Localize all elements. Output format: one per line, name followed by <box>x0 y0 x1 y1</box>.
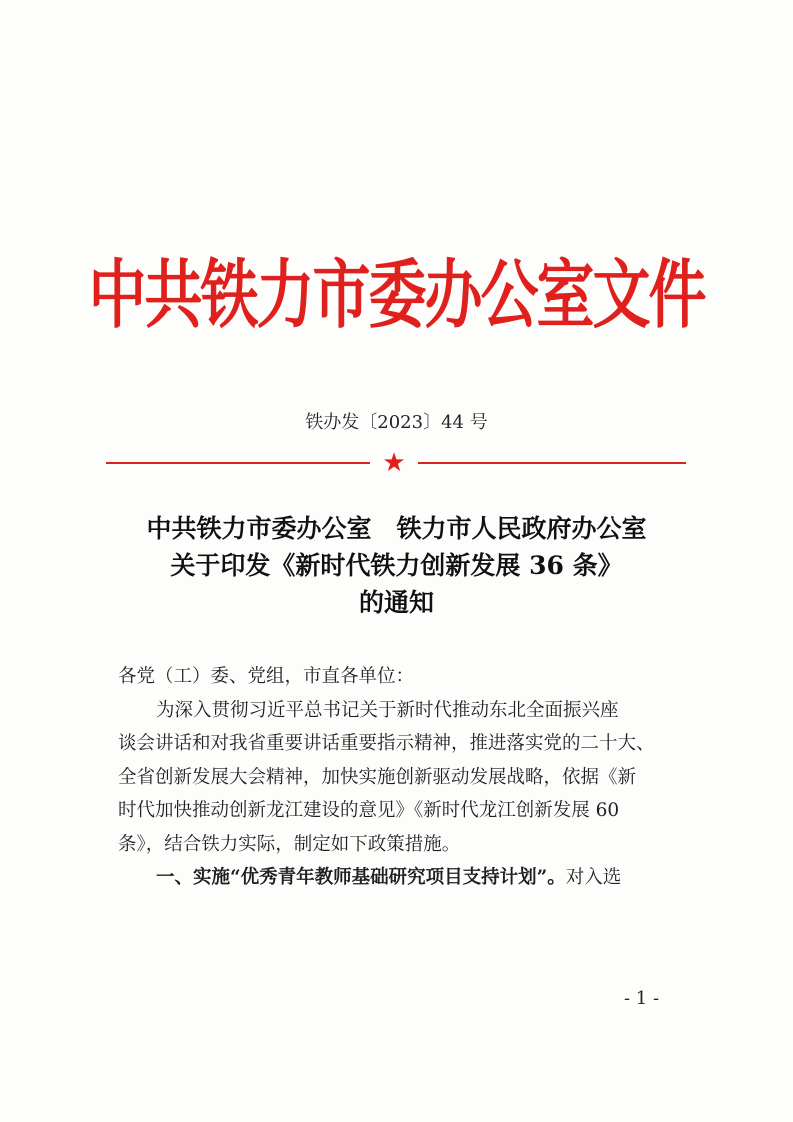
paragraph-line: 全省创新发展大会精神，加快实施创新驱动发展战略，依据《新 <box>118 766 637 788</box>
salutation: 各党（工）委、党组，市直各单位： <box>118 666 415 687</box>
document-body <box>118 660 688 895</box>
red-divider <box>106 448 686 478</box>
item-line <box>118 861 688 895</box>
title-line: 中共铁力市委办公室 铁力市人民政府办公室 <box>146 514 647 543</box>
divider-line-left <box>106 462 370 464</box>
paragraph-line: 谈会讲话和对我省重要讲话重要指示精神，推进落实党的二十大、 <box>118 733 655 754</box>
paragraph-line: 为深入贯彻习近平总书记关于新时代推动东北全面振兴座 <box>156 699 619 721</box>
paragraph-line: 时代加快推动创新龙江建设的意见》《新时代龙江创新发展 60 <box>118 800 620 821</box>
title-line: 关于印发《新时代铁力创新发展 36 条》 <box>170 551 623 580</box>
paragraph-line: 条》，结合铁力实际，制定如下政策措施。 <box>118 833 461 855</box>
item-heading: 一、实施“优秀青年教师基础研究项目支持计划”。 <box>156 867 566 888</box>
document-masthead: 中共铁力市委办公室文件 <box>88 251 705 339</box>
title-line: 的通知 <box>358 588 434 617</box>
star-icon: ★ <box>382 448 406 478</box>
document-title <box>0 510 793 621</box>
page-number: - 1 - <box>624 988 660 1009</box>
document-number: 铁办发〔2023〕44 号 <box>305 412 488 433</box>
divider-line-right <box>418 462 686 464</box>
item-text: 对入选 <box>565 867 622 888</box>
